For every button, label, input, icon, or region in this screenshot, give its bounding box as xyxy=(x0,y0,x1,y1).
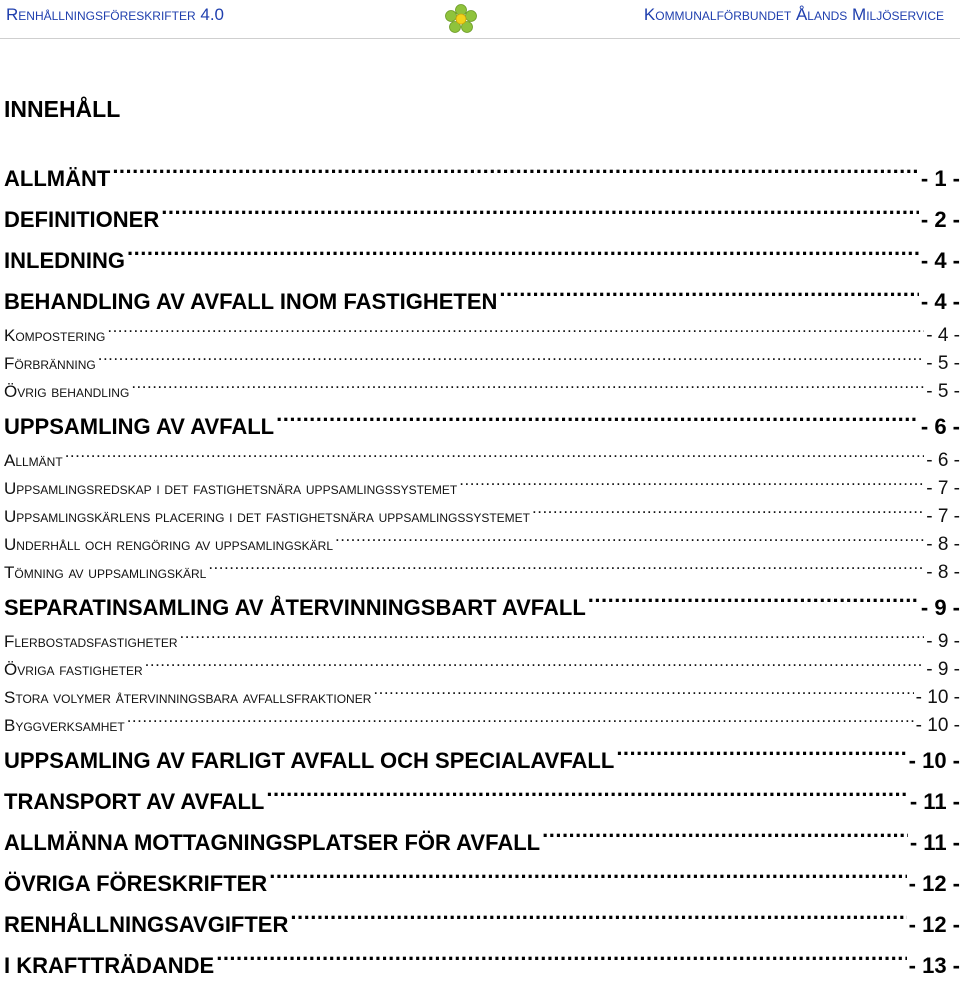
table-of-contents xyxy=(4,158,960,986)
toc-entry-label: TRANSPORT AV AVFALL xyxy=(4,789,265,814)
header-divider xyxy=(0,38,960,39)
toc-entry-section[interactable] xyxy=(4,945,960,986)
toc-dot-leader xyxy=(459,477,924,494)
toc-entry-label: RENHÅLLNINGSAVGIFTER xyxy=(4,912,289,937)
toc-entry-subsection[interactable] xyxy=(4,475,960,503)
toc-entry-label: Uppsamlingsredskap i det fastighetsnära uppsamlingssystemet xyxy=(4,479,458,498)
toc-dot-leader xyxy=(131,380,924,397)
toc-dot-leader xyxy=(373,686,913,703)
toc-dot-leader xyxy=(127,714,914,731)
toc-entry-section[interactable] xyxy=(4,904,960,945)
toc-entry-section[interactable] xyxy=(4,863,960,904)
toc-entry-page: - 4 - xyxy=(920,248,960,273)
toc-dot-leader xyxy=(107,324,924,341)
toc-dot-leader xyxy=(127,246,919,268)
toc-entry-page: - 12 - xyxy=(908,871,960,896)
toc-entry-section[interactable] xyxy=(4,158,960,199)
toc-entry-subsection[interactable] xyxy=(4,378,960,406)
toc-entry-page: - 5 - xyxy=(926,381,960,402)
toc-entry-label: Förbränning xyxy=(4,354,96,373)
toc-dot-leader xyxy=(145,658,925,675)
toc-entry-section[interactable] xyxy=(4,740,960,781)
toc-dot-leader xyxy=(276,412,919,434)
toc-entry-page: - 2 - xyxy=(920,207,960,232)
toc-entry-label: Flerbostadsfastigheter xyxy=(4,632,178,651)
toc-entry-page: - 7 - xyxy=(926,506,960,527)
toc-entry-subsection[interactable] xyxy=(4,712,960,740)
toc-dot-leader xyxy=(269,869,906,891)
toc-entry-label: BEHANDLING AV AVFALL INOM FASTIGHETEN xyxy=(4,289,498,314)
toc-entry-subsection[interactable] xyxy=(4,503,960,531)
toc-dot-leader xyxy=(499,287,918,309)
toc-entry-label: Uppsamlingskärlens placering i det fastighetsnära uppsamlingssystemet xyxy=(4,507,531,526)
toc-dot-leader xyxy=(588,593,919,615)
toc-dot-leader xyxy=(112,164,919,186)
toc-entry-label: DEFINITIONER xyxy=(4,207,160,232)
toc-dot-leader xyxy=(216,951,906,973)
toc-entry-label: SEPARATINSAMLING AV ÅTERVINNINGSBART AVFALL xyxy=(4,595,586,620)
toc-entry-label: Kompostering xyxy=(4,326,106,345)
toc-entry-subsection[interactable] xyxy=(4,684,960,712)
toc-entry-page: - 10 - xyxy=(908,748,960,773)
toc-dot-leader xyxy=(532,505,924,522)
toc-entry-section[interactable] xyxy=(4,281,960,322)
toc-dot-leader xyxy=(335,533,924,550)
toc-dot-leader xyxy=(161,205,919,227)
toc-entry-section[interactable] xyxy=(4,781,960,822)
toc-entry-label: UPPSAMLING AV AVFALL xyxy=(4,414,275,439)
toc-title: INNEHÅLL xyxy=(4,96,121,122)
toc-entry-label: Underhåll och rengöring av uppsamlingskärl xyxy=(4,535,334,554)
toc-dot-leader xyxy=(180,630,925,647)
toc-entry-subsection[interactable] xyxy=(4,559,960,587)
toc-entry-page: - 10 - xyxy=(915,687,960,708)
toc-entry-label: INLEDNING xyxy=(4,248,125,273)
toc-entry-page: - 9 - xyxy=(920,595,960,620)
toc-entry-section[interactable] xyxy=(4,199,960,240)
toc-entry-label: UPPSAMLING AV FARLIGT AVFALL OCH SPECIALAVFALL xyxy=(4,748,615,773)
toc-dot-leader xyxy=(616,746,906,768)
toc-entry-page: - 6 - xyxy=(920,414,960,439)
toc-dot-leader xyxy=(98,352,924,369)
toc-entry-label: ALLMÄNT xyxy=(4,166,111,191)
toc-dot-leader xyxy=(290,910,906,932)
toc-entry-subsection[interactable] xyxy=(4,628,960,656)
toc-entry-page: - 12 - xyxy=(908,912,960,937)
toc-entry-page: - 5 - xyxy=(926,353,960,374)
toc-entry-page: - 9 - xyxy=(926,631,960,652)
toc-entry-label: I KRAFTTRÄDANDE xyxy=(4,953,215,978)
toc-entry-section[interactable] xyxy=(4,587,960,628)
toc-entry-page: - 1 - xyxy=(920,166,960,191)
toc-entry-section[interactable] xyxy=(4,240,960,281)
toc-entry-section[interactable] xyxy=(4,406,960,447)
toc-entry-page: - 6 - xyxy=(926,450,960,471)
toc-entry-page: - 8 - xyxy=(926,562,960,583)
toc-entry-page: - 9 - xyxy=(926,659,960,680)
toc-entry-page: - 11 - xyxy=(909,789,960,814)
toc-entry-label: Övriga fastigheter xyxy=(4,660,143,679)
toc-dot-leader xyxy=(65,449,925,466)
header-organization: Kommunalförbundet Ålands Miljöservice xyxy=(643,5,944,24)
toc-entry-page: - 4 - xyxy=(926,325,960,346)
toc-entry-page: - 8 - xyxy=(926,534,960,555)
toc-entry-subsection[interactable] xyxy=(4,447,960,475)
toc-entry-label: Allmänt xyxy=(4,451,63,470)
toc-entry-page: - 10 - xyxy=(915,715,960,736)
toc-entry-label: ALLMÄNNA MOTTAGNINGSPLATSER FÖR AVFALL xyxy=(4,830,541,855)
toc-entry-page: - 13 - xyxy=(908,953,960,978)
flower-logo-icon xyxy=(445,4,477,34)
toc-entry-page: - 4 - xyxy=(920,289,960,314)
toc-entry-label: Övrig behandling xyxy=(4,382,130,401)
toc-dot-leader xyxy=(542,828,908,850)
toc-dot-leader xyxy=(266,787,908,809)
toc-entry-page: - 7 - xyxy=(926,478,960,499)
header-document-title: Renhållningsföreskrifter 4.0 xyxy=(6,5,224,24)
page-header xyxy=(0,0,960,36)
toc-dot-leader xyxy=(208,561,924,578)
toc-entry-subsection[interactable] xyxy=(4,322,960,350)
toc-entry-section[interactable] xyxy=(4,822,960,863)
toc-entry-subsection[interactable] xyxy=(4,350,960,378)
toc-entry-label: Tömning av uppsamlingskärl xyxy=(4,563,207,582)
toc-entry-label: ÖVRIGA FÖRESKRIFTER xyxy=(4,871,268,896)
toc-entry-label: Stora volymer återvinningsbara avfallsfraktioner xyxy=(4,688,372,707)
toc-entry-label: Byggverksamhet xyxy=(4,716,125,735)
toc-entry-subsection[interactable] xyxy=(4,656,960,684)
toc-entry-page: - 11 - xyxy=(909,830,960,855)
toc-entry-subsection[interactable] xyxy=(4,531,960,559)
